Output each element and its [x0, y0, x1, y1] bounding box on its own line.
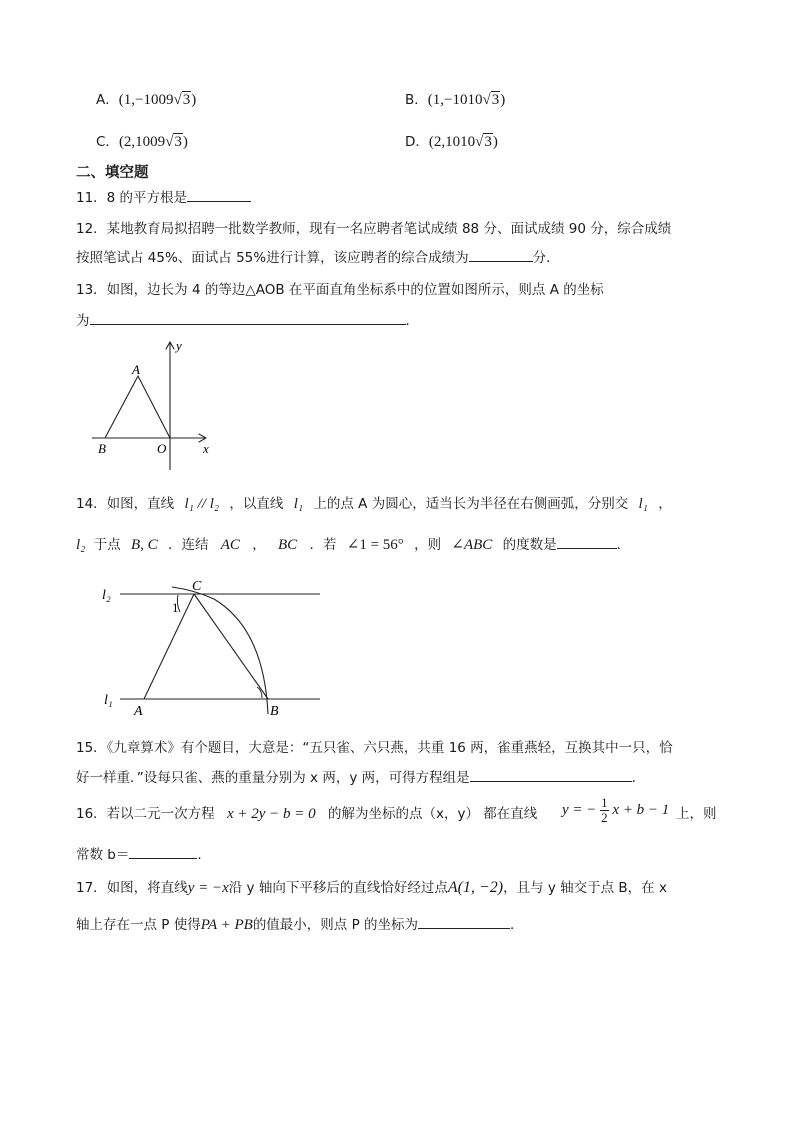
math-segment-bc: BC	[278, 537, 298, 553]
y-axis-label: y	[176, 338, 182, 353]
label-a: A	[134, 704, 143, 719]
option-letter: D．	[405, 134, 429, 150]
math-angle-abc: ∠ABC	[451, 537, 493, 553]
question-text: ．若	[309, 537, 337, 553]
question-text: 常数 b＝	[76, 847, 130, 863]
sqrt: √3	[482, 92, 500, 108]
option-close: )	[191, 92, 197, 108]
question-text: ，则	[414, 537, 442, 553]
label-l2: l₂	[102, 588, 111, 603]
fraction-numerator: 1	[601, 795, 608, 810]
question-text: 11．8 的平方根是	[76, 190, 188, 206]
answer-blank[interactable]	[557, 547, 617, 549]
math-equation: x + 2y − b = 0	[226, 806, 316, 822]
option-letter: C．	[96, 134, 119, 150]
question-12-line1: 12．某地教育局拟招聘一批数学教师，现有一名应聘者笔试成绩 88 分、面试成绩 90 分，综合成绩	[76, 221, 672, 237]
section-title: 二、填空题	[76, 165, 149, 181]
label-c: C	[192, 579, 202, 594]
math-parallel: l₁ // l₂	[184, 496, 220, 512]
math-line-equation	[562, 796, 669, 825]
question-16-line2	[76, 845, 202, 865]
question-text: 沿 y 轴向下平移后的直线恰好经过点	[228, 880, 448, 896]
question-text: ．	[405, 313, 419, 329]
option-value: (1,−1010	[427, 92, 483, 108]
question-15-line1: 15．《九章算术》有个题目，大意是：“五只雀、六只燕，共重 16 两，雀重燕轻，互换其中一只，恰	[76, 740, 673, 756]
option-c	[96, 130, 188, 151]
point-a-label: A	[132, 362, 140, 377]
question-text: 于点	[93, 537, 121, 553]
question-17-line1	[76, 878, 667, 898]
option-letter: B．	[405, 92, 428, 108]
option-close: )	[500, 92, 506, 108]
option-close: )	[492, 134, 498, 150]
question-15-line2	[76, 768, 645, 788]
segment-ac	[144, 594, 194, 699]
question-text: 14．如图，直线	[76, 496, 175, 512]
question-text: 好一样重．”设每只雀、燕的重量分别为 x 两，y 两，可得方程组是	[76, 770, 470, 786]
point-o-label: O	[157, 441, 167, 456]
answer-blank[interactable]	[90, 323, 406, 325]
math-l1: l₁	[638, 496, 648, 512]
question-16-line1	[76, 804, 537, 824]
question-14-line2	[76, 535, 630, 555]
question-text: 轴上存在一点 P 使得	[76, 917, 201, 933]
question-text: 为	[76, 313, 90, 329]
option-value: (2,1010	[428, 134, 476, 150]
option-letter: A．	[96, 92, 119, 108]
question-11	[76, 188, 251, 208]
option-value: (2,1009	[118, 134, 166, 150]
question-text: 按照笔试占 45%、面试占 55%进行计算，该应聘者的综合成绩为	[76, 250, 469, 266]
question-text: 17．如图，将直线	[76, 880, 188, 896]
sqrt-radicand: 3	[491, 92, 500, 108]
question-text: 上的点 A 为圆心，适当长为半径在右侧画弧，分别交	[313, 496, 629, 512]
sqrt: √3	[475, 134, 492, 150]
answer-blank[interactable]	[129, 857, 197, 859]
sqrt-radicand: 3	[182, 92, 191, 108]
question-text: ．	[631, 770, 646, 786]
option-b	[405, 88, 505, 109]
math-equation: y = −x	[187, 880, 229, 896]
question-text: 的解为坐标的点（x，y） 都在直线	[327, 806, 538, 822]
question-text: ，以直线	[229, 496, 284, 512]
segment-bc	[194, 594, 268, 699]
question-13-line2	[76, 311, 419, 331]
question-14-line1	[76, 494, 672, 514]
math-part: x + b − 1	[612, 801, 670, 818]
answer-blank[interactable]	[418, 927, 510, 929]
fraction-denominator: 2	[601, 810, 608, 825]
question-text: ，且与 y 轴交于点 B，在 x	[503, 880, 667, 896]
triangle	[105, 376, 170, 438]
point-b-label: B	[98, 441, 106, 456]
question-text: ．	[510, 917, 524, 933]
figure-parallel-lines	[96, 574, 326, 724]
option-value: (1,−1009	[118, 92, 174, 108]
answer-blank[interactable]	[470, 780, 632, 782]
option-close: )	[182, 134, 188, 150]
math-l2: l₂	[76, 537, 86, 553]
figure-triangle-aob	[88, 336, 218, 476]
question-text: .	[197, 847, 202, 863]
question-text: ，	[252, 537, 266, 553]
answer-blank[interactable]	[187, 200, 251, 202]
math-segment-ac: AC	[220, 537, 240, 553]
math-angle-1: ∠1 = 56°	[346, 537, 404, 553]
sqrt: √3	[173, 92, 191, 108]
question-12-line2	[76, 248, 560, 268]
question-text: ．	[616, 537, 631, 553]
question-text: 16．若以二元一次方程	[76, 806, 215, 822]
math-sum: PA + PB	[200, 917, 253, 933]
label-b: B	[270, 704, 279, 719]
label-angle-1: 1	[172, 600, 179, 615]
arc	[172, 587, 268, 714]
question-17-line2	[76, 915, 524, 935]
fraction	[600, 796, 609, 825]
option-a	[96, 88, 196, 109]
sqrt: √3	[165, 134, 182, 150]
answer-blank[interactable]	[469, 260, 533, 262]
question-text: ，	[658, 496, 672, 512]
math-point: A(1, −2)	[447, 879, 504, 896]
question-13-line1: 13．如图，边长为 4 的等边△AOB 在平面直角坐标系中的位置如图所示，则点 A 的坐标	[76, 282, 604, 298]
math-part: y = −	[562, 801, 597, 818]
x-axis-label: x	[203, 441, 209, 456]
math-points-bc: B, C	[130, 537, 158, 553]
question-text: 的度数是	[502, 537, 557, 553]
question-text: 分．	[532, 250, 560, 266]
math-l1: l₁	[293, 496, 304, 512]
label-l1: l₁	[104, 693, 113, 708]
sqrt-radicand: 3	[484, 134, 492, 150]
question-text: ．连结	[167, 537, 209, 553]
sqrt-radicand: 3	[174, 134, 182, 150]
option-d	[405, 130, 498, 151]
question-text: 的值最小，则点 P 的坐标为	[252, 917, 419, 933]
question-16-tail: 上，则	[676, 806, 717, 822]
